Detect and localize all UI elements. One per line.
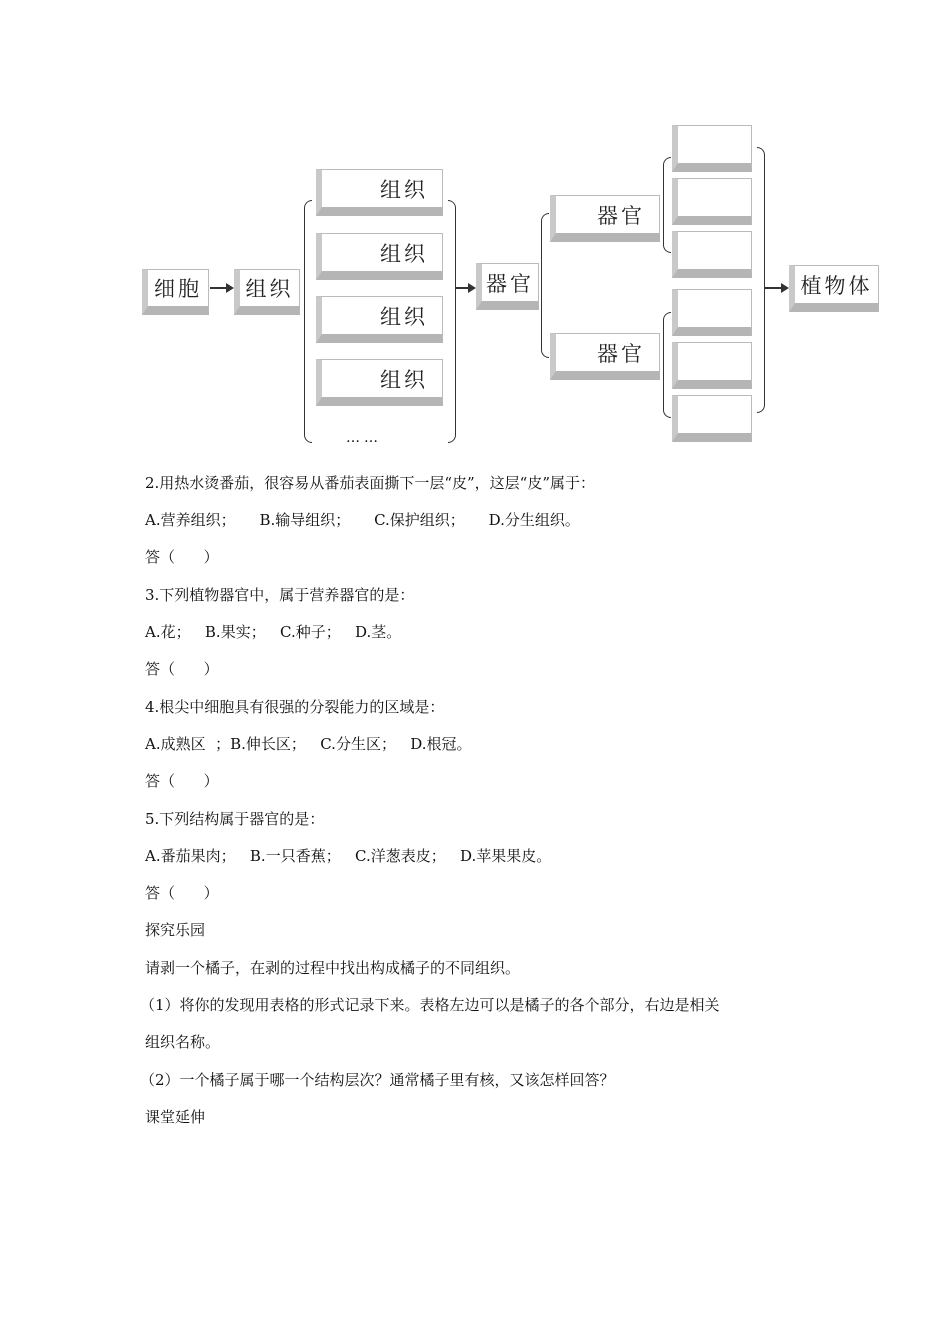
question-5-options: A.番茄果肉； B.一只香蕉； C.洋葱表皮； D.苹果果皮。 [145,847,552,865]
section-heading: 课堂延伸 [145,1108,206,1126]
answer-blank: 答（ ） [145,772,219,790]
question-2-options: A.营养组织； B.输导组织； C.保护组织； D.分生组织。 [145,511,580,529]
empty-box [672,289,752,336]
activity-item-1-cont: 组织名称。 [145,1033,221,1051]
left-brace [663,312,671,418]
empty-box [672,178,752,225]
right-brace [448,200,456,443]
question-5: 5.下列结构属于器官的是： [145,810,325,828]
cell-box: 细胞 [142,269,209,315]
activity-item-2: （2）一个橘子属于哪一个结构层次？通常橘子里有核，又该怎样回答？ [140,1071,615,1089]
arrow-icon [210,287,232,289]
answer-blank: 答（ ） [145,660,219,678]
question-3: 3.下列植物器官中，属于营养器官的是： [145,586,415,604]
left-brace [304,200,312,443]
activity-item-1: （1）将你的发现用表格的形式记录下来。表格左边可以是橘子的各个部分，右边是相关 [140,996,720,1014]
tissue-box-1: 组织 [316,169,443,216]
left-brace [663,157,671,253]
plant-box: 植物体 [789,265,879,312]
ellipsis: …… [346,430,382,446]
arrow-icon [456,287,474,289]
organ-box: 器官 [476,263,539,310]
organ-box-1: 器官 [550,195,660,242]
tissue-box-4: 组织 [316,359,443,406]
question-4: 4.根尖中细胞具有很强的分裂能力的区域是： [145,698,445,716]
question-4-options: A.成熟区 ；B.伸长区； C.分生区； D.根冠。 [145,735,472,753]
organ-box-2: 器官 [550,333,660,380]
empty-box [672,125,752,172]
answer-blank: 答（ ） [145,884,219,902]
tissue-box-2: 组织 [316,233,443,280]
section-heading: 探究乐园 [145,921,206,939]
arrow-icon [765,287,787,289]
empty-box [672,395,752,442]
answer-blank: 答（ ） [145,548,219,566]
tissue-box-3: 组织 [316,296,443,343]
activity-text: 请剥一个橘子，在剥的过程中找出构成橘子的不同组织。 [145,959,521,977]
empty-box [672,231,752,278]
question-2: 2.用热水烫番茄，很容易从番茄表面撕下一层“皮”，这层“皮”属于： [145,474,595,492]
left-brace [541,213,549,358]
tissue-box: 组织 [234,269,300,315]
empty-box [672,342,752,389]
question-3-options: A.花； B.果实； C.种子； D.茎。 [145,623,402,641]
right-brace [757,147,765,413]
